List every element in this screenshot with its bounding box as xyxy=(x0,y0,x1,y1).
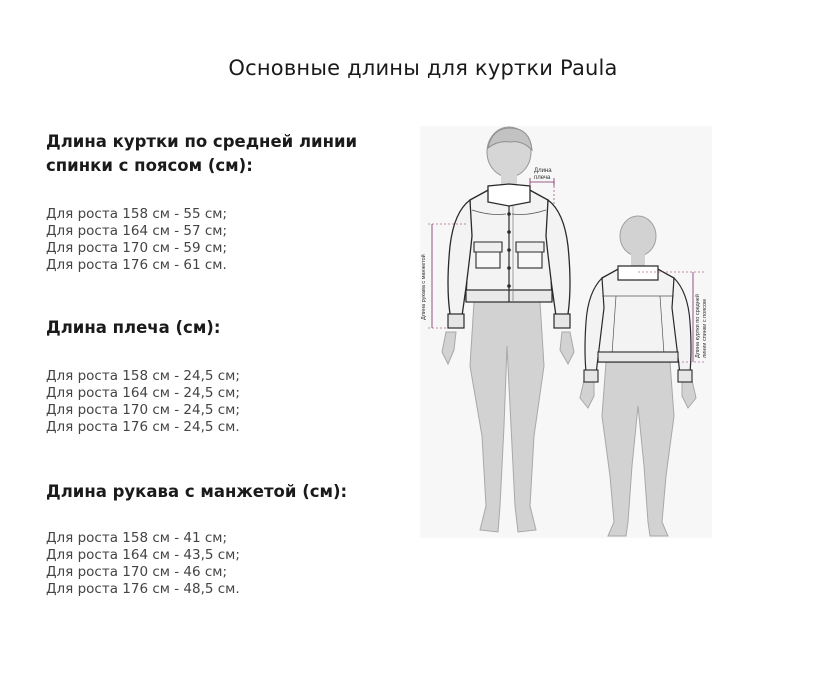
list-item: Для роста 176 см - 48,5 см. xyxy=(46,581,240,597)
section-heading-sleeve-length: Длина рукава с манжетой (см): xyxy=(46,482,348,501)
jacket-measurement-illustration xyxy=(412,126,717,541)
back-length-label-line2: линии спинки с поясом xyxy=(702,299,708,358)
list-item: Для роста 176 см - 24,5 см. xyxy=(46,419,240,435)
list-item: Для роста 164 см - 57 см; xyxy=(46,223,228,239)
shoulder-label-line2: плеча xyxy=(534,175,551,181)
list-item: Для роста 158 см - 55 см; xyxy=(46,206,228,222)
list-item: Для роста 170 см - 46 см; xyxy=(46,564,228,580)
list-item: Для роста 158 см - 41 см; xyxy=(46,530,228,546)
sleeve-length-list xyxy=(46,530,240,598)
list-item: Для роста 176 см - 61 см. xyxy=(46,257,227,273)
list-item: Для роста 170 см - 59 см; xyxy=(46,240,228,256)
list-item: Для роста 164 см - 43,5 см; xyxy=(46,547,240,563)
jacket-length-list xyxy=(46,206,227,274)
back-length-label-line1: Длина куртки по средней xyxy=(695,294,701,358)
page-title: Основные длины для куртки Paula xyxy=(228,56,618,80)
shoulder-label-line1: Длина xyxy=(534,168,552,174)
section-heading-jacket-length: Длина куртки по средней линии спинки с поясом (см): xyxy=(46,132,358,175)
shoulder-length-list xyxy=(46,368,240,436)
list-item: Для роста 164 см - 24,5 см; xyxy=(46,385,240,401)
section-heading-shoulder-length: Длина плеча (см): xyxy=(46,318,221,337)
list-item: Для роста 170 см - 24,5 см; xyxy=(46,402,240,418)
list-item: Для роста 158 см - 24,5 см; xyxy=(46,368,240,384)
sleeve-label: Длина рукава с манжетой xyxy=(421,254,427,320)
technical-drawing xyxy=(412,126,717,541)
